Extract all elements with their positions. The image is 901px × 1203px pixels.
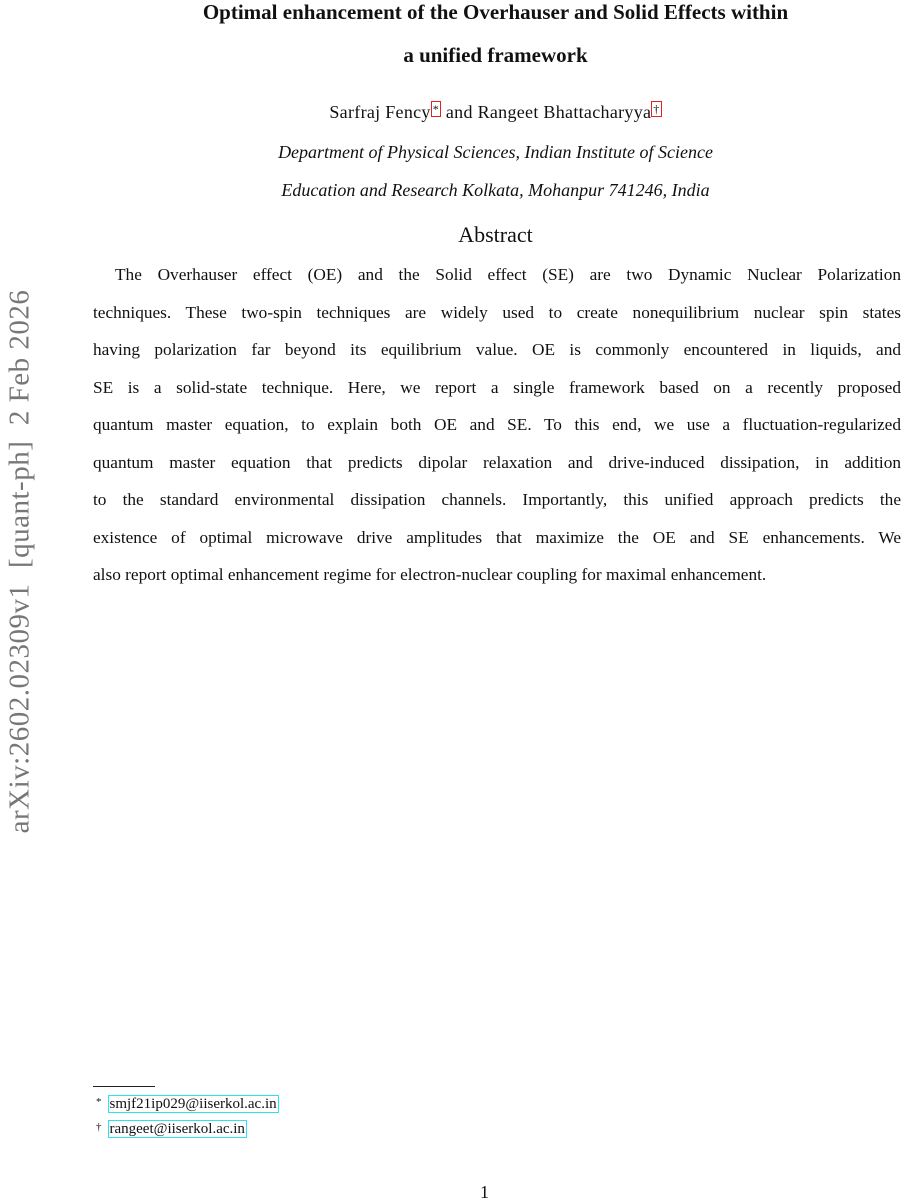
paper-title-line-2: a unified framework xyxy=(403,43,588,67)
abstract-line: quantum master equation, to explain both OE and SE. To this end, we use a fluctuation-regularized xyxy=(93,415,901,434)
abstract-heading: Abstract xyxy=(458,222,533,247)
footnote-1 xyxy=(96,1096,279,1113)
affiliation-line-1: Department of Physical Sciences, Indian Institute of Science xyxy=(278,142,713,162)
abstract-line: The Overhauser effect (OE) and the Solid effect (SE) are two Dynamic Nuclear Polarization xyxy=(115,265,901,284)
arxiv-stamp: arXiv:2602.02309v1 [quant-ph] 2 Feb 2026 xyxy=(3,289,36,834)
author-name: Rangeet Bhattacharyya xyxy=(477,102,652,122)
author-conjunction: and xyxy=(441,102,478,122)
footnote-symbol: † xyxy=(96,1121,102,1133)
footnote-link-2[interactable]: † xyxy=(653,102,660,116)
email-link[interactable]: rangeet@iiserkol.ac.in xyxy=(109,1121,245,1137)
abstract-line: quantum master equation that predicts dipolar relaxation and drive-induced dissipation, in addition xyxy=(93,452,901,472)
footnote-link-1[interactable]: * xyxy=(432,102,440,116)
footnote-symbol: * xyxy=(96,1096,102,1108)
abstract-line: having polarization far beyond its equilibrium value. OE is commonly encountered in liquids, and xyxy=(93,340,901,359)
email-link[interactable]: smjf21ip029@iiserkol.ac.in xyxy=(109,1096,277,1112)
author-name: Sarfraj Fency xyxy=(329,102,431,122)
paper-title-line-1: Optimal enhancement of the Overhauser and Solid Effects within xyxy=(202,0,789,24)
abstract-line: existence of optimal microwave drive amplitudes that maximize the OE and SE enhancements. We xyxy=(93,527,901,547)
abstract-body xyxy=(93,263,901,601)
footnote-2 xyxy=(96,1121,247,1138)
affiliation-line-2: Education and Research Kolkata, Mohanpur 741246, India xyxy=(281,180,710,200)
abstract-line: to the standard environmental dissipation channels. Importantly, this unified approach predicts the xyxy=(93,490,901,509)
abstract-line: also report optimal enhancement regime for electron-nuclear coupling for maximal enhancement. xyxy=(93,565,767,584)
footnote-rule xyxy=(93,1086,155,1087)
authors xyxy=(90,102,901,123)
page-number: 1 xyxy=(480,1182,489,1202)
abstract-line: SE is a solid-state technique. Here, we report a single framework based on a recently proposed xyxy=(93,377,901,397)
abstract-line: techniques. These two-spin techniques are widely used to create nonequilibrium nuclear spin states xyxy=(93,302,901,322)
